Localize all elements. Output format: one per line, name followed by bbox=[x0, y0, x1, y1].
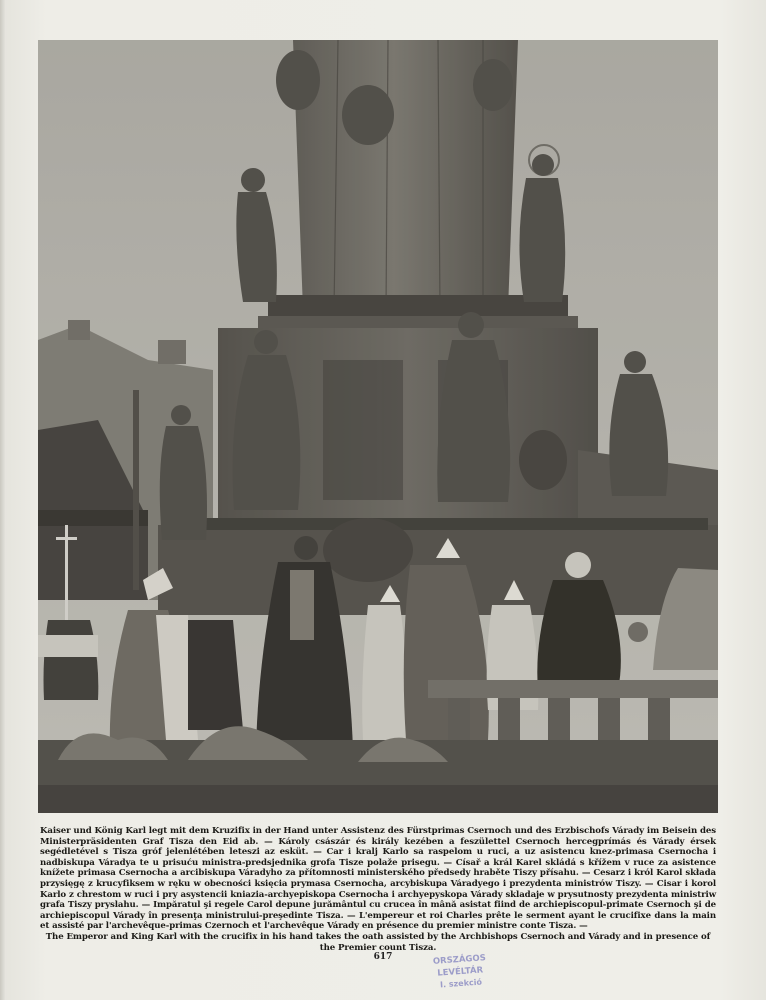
archive-stamp bbox=[411, 951, 509, 988]
photo-caption bbox=[40, 826, 716, 953]
caption-text: Kaiser und König Karl legt mit dem Kruzifix in der Hand unter Assistenz des Fürstprimas Csernoch und des Erzbischofs Várady im Beisein des Ministerpräsidenten Graf Tisza den Eid ab. — Károly császár és király kezében a feszülettel Csernoch hercegprímás és Várady érsek segédletével s Tisza gróf jelenlétében leteszi az esküt. — Car i kralj Karlo sa raspelom u ruci, a uz asistencu knez-primasa Csernocha i nadbiskupa Váradya te u prisuću ministra-predsjednika grofa Tisze polaže prisegu. — Císař a král Karel skládá s křížem v ruce za asistence knížete primasa Csernocha a arcibiskupa Váradyho za přítomnosti ministerského předsedy hraběte Tiszy přísahu. — Cesarz i król Karol składa przysięgę z krucyfiksem w ręku w obecności księcia prymasa Csernocha, arcybiskupa Váradyego i prezydenta ministrów Tiszy. — Cisar i korol Karlo z chrestom w ruci i pry asystencii kniazia-archyepiskopa Csernocha i archyepyskopa Várady skladaje w prysutnosty prezydenta ministriw grafa Tiszy pryslahu. — Impăratul şi regele Carol depune jurământul cu crucea în mână asistat fiind de archiepiscopul-primate Csernoch şi de archiepiscopul Várady în presenţa ministrului-preşedinte Tisza. — L'empereur et roi Charles prête le serment ayant le crucifixe dans la main et assisté par l'archevêque-primas Czernoch et l'archevêque Várady en présence du premier ministre conte Tisza. — bbox=[40, 826, 716, 932]
ceremony-photograph bbox=[38, 40, 718, 813]
stamp-line-1: ORSZÁGOS LEVÉLTÁR bbox=[432, 953, 487, 979]
page-number: 617 bbox=[373, 952, 393, 962]
binding-edge bbox=[0, 0, 6, 1000]
photo-rendering bbox=[38, 40, 718, 813]
caption-text-english: The Emperor and King Karl with the crucifix in his hand takes the oath assisted by the Archbishops Csernoch and Várady and in presence of the Premier count Tisza. bbox=[45, 931, 711, 953]
stamp-line-2: I. szekció bbox=[439, 977, 483, 990]
